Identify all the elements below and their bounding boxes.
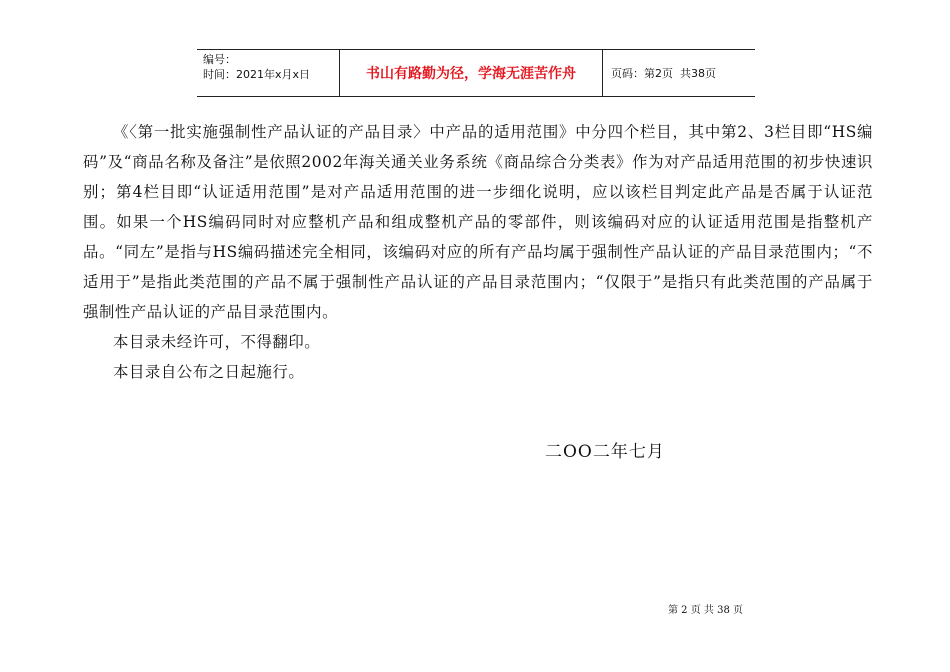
header-page-info-cell: [603, 50, 755, 96]
page-header: [197, 49, 755, 97]
time-label: 时间：2021年x月x日: [203, 68, 311, 81]
page-footer: 第 2 页 共 38 页: [668, 605, 743, 616]
header-motto: 书山有路勤为径，学海无涯苦作舟: [340, 50, 603, 96]
paragraph-no-reprint: 本目录未经许可，不得翻印。: [113, 333, 321, 351]
header-meta-cell: [197, 50, 340, 96]
header-page-info: 页码：第2页 共38页: [611, 67, 716, 80]
paragraph-scope: 《〈第一批实施强制性产品认证的产品目录〉中产品的适用范围》中分四个栏目，其中第2、3栏目即“HS编码”及“商品名称及备注”是依照2002年海关通关业务系统《商品综合分类表》作为对产品适用范围的初步快速识别；第4栏目即“认证适用范围”是对产品适用范围的进一步细化说明，应以该栏目判定此产品是否属于认证范围。如果一个HS编码同时对应整机产品和组成整机产品的零部件，则该编码对应的认证适用范围是指整机产品。“同左”是指与HS编码描述完全相同，该编码对应的所有产品均属于强制性产品认证的产品目录范围内；“不适用于”是指此类范围的产品不属于强制性产品认证的产品目录范围内；“仅限于”是指只有此类范围的产品属于强制性产品认证的产品目录范围内。: [83, 123, 873, 321]
serial-label: 编号：: [203, 53, 236, 66]
document-date: 二OO二年七月: [545, 442, 665, 462]
paragraph-effective: 本目录自公布之日起施行。: [113, 363, 305, 381]
document-body: [83, 117, 873, 387]
